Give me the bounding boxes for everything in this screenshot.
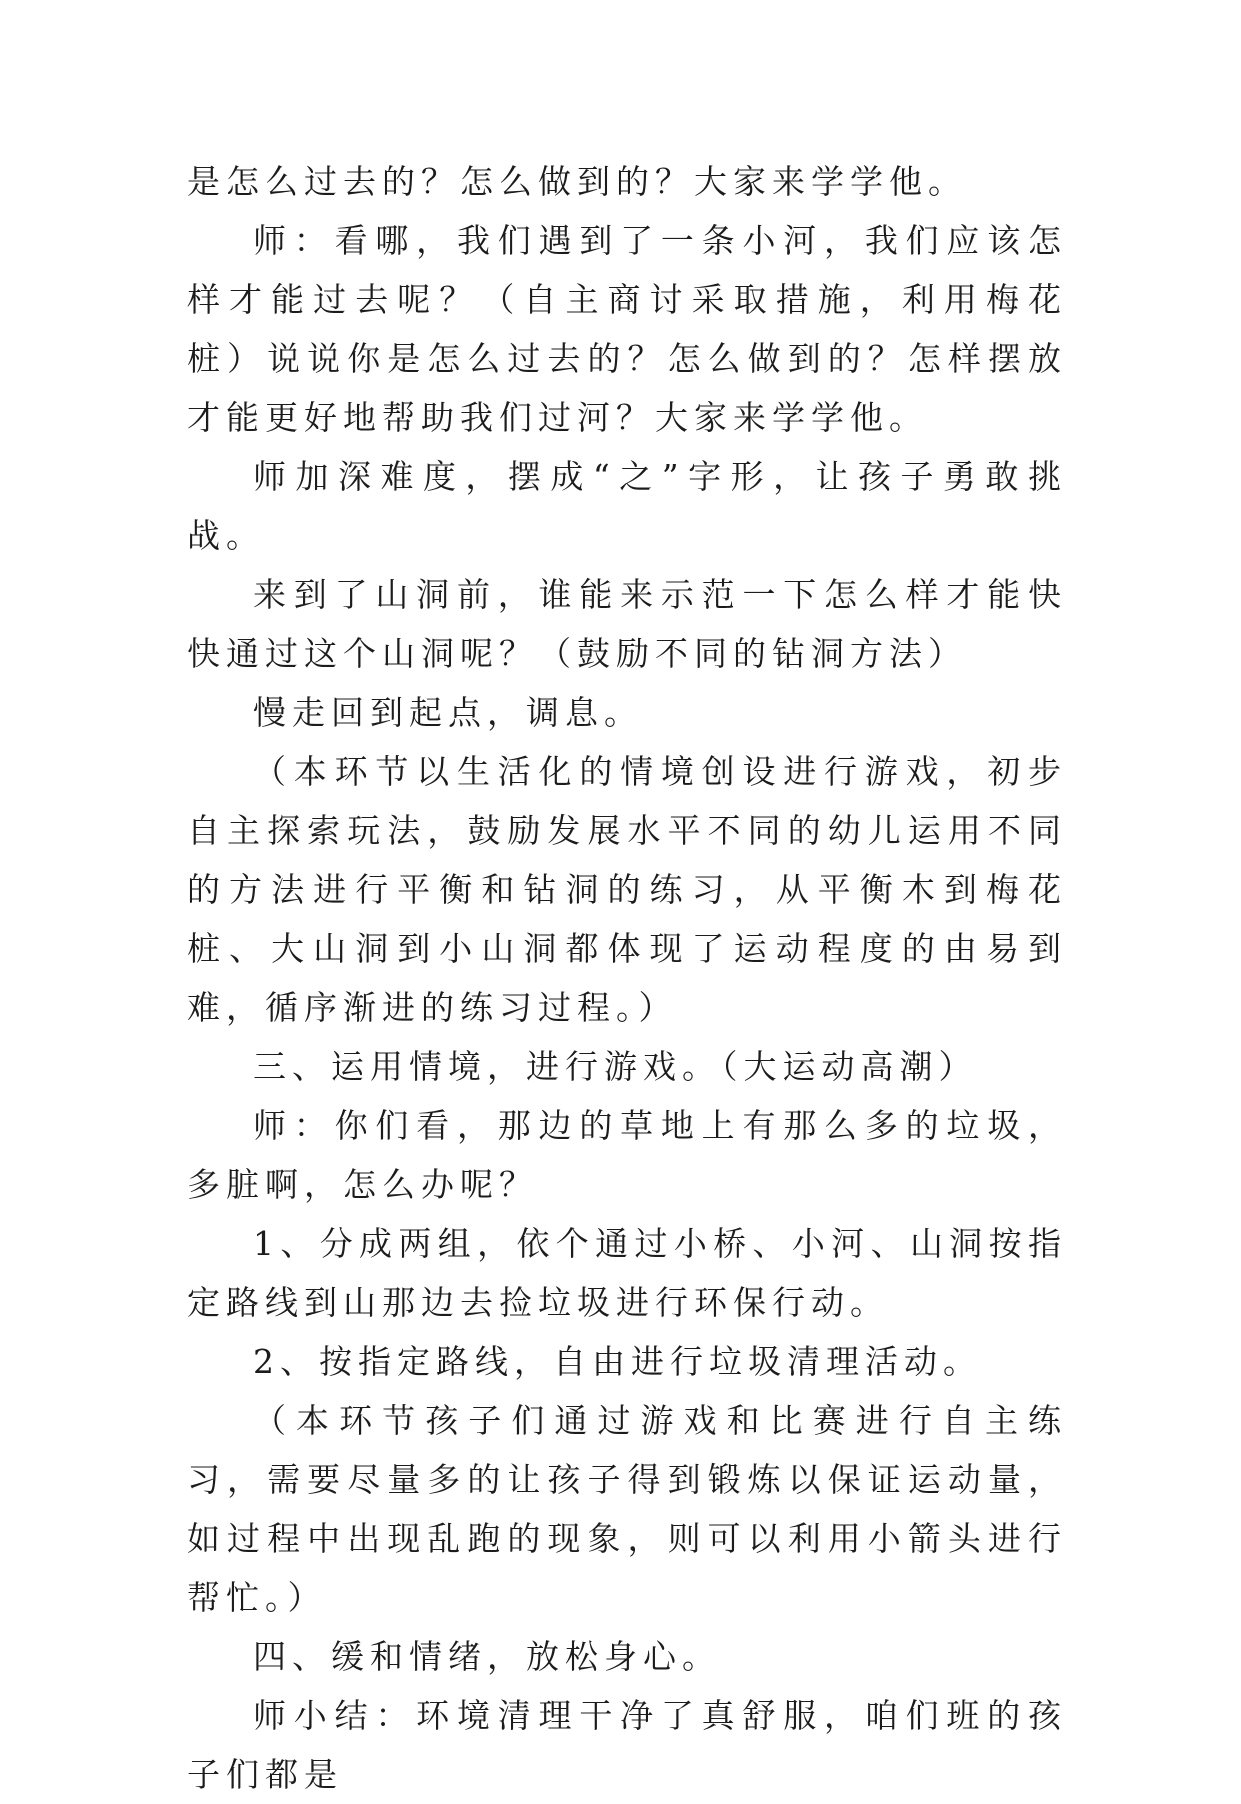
paragraph: 师小结：环境清理干净了真舒服，咱们班的孩子们都是 [187,1696,1067,1794]
paragraph: 慢走回到起点，调息。 [253,693,643,732]
paragraph: 师加深难度，摆成“之”字形，让孩子勇敢挑战。 [187,457,1067,555]
paragraph: 是怎么过去的？怎么做到的？大家来学学他。 [187,162,967,201]
paragraph: 来到了山洞前，谁能来示范一下怎么样才能快快通过这个山洞呢？（鼓励不同的钻洞方法） [187,575,1067,673]
section-heading: 三、运用情境，进行游戏。（大运动高潮） [253,1047,978,1086]
paragraph: （本环节以生活化的情境创设进行游戏，初步自主探索玩法，鼓励发展水平不同的幼儿运用不同的方法进行平衡和钻洞的练习，从平衡木到梅花桩、大山洞到小山洞都体现了运动程度的由易到难，循序渐进的练习过程。） [187,752,1067,1027]
document-body [187,152,1067,1804]
section-heading: 四、缓和情绪，放松身心。 [253,1637,721,1676]
paragraph: 师：你们看，那边的草地上有那么多的垃圾，多脏啊，怎么办呢？ [187,1106,1067,1204]
paragraph: 师：看哪，我们遇到了一条小河，我们应该怎样才能过去呢？（自主商讨采取措施，利用梅花桩）说说你是怎么过去的？怎么做到的？怎样摆放才能更好地帮助我们过河？大家来学学他。 [187,221,1067,437]
paragraph: （本环节孩子们通过游戏和比赛进行自主练习，需要尽量多的让孩子得到锻炼以保证运动量，如过程中出现乱跑的现象，则可以利用小箭头进行帮忙。） [187,1401,1067,1617]
list-item: 1、分成两组，依个通过小桥、小河、山洞按指定路线到山那边去捡垃圾进行环保行动。 [187,1224,1067,1322]
list-item: 2、按指定路线，自由进行垃圾清理活动。 [253,1342,982,1381]
